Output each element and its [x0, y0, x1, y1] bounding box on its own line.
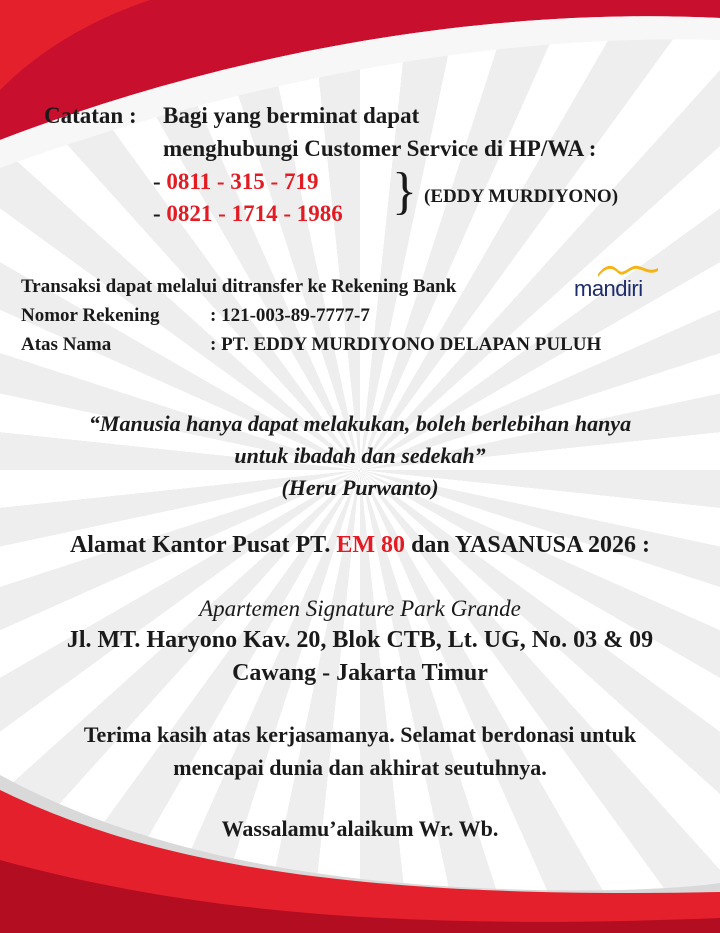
quote-line-1: “Manusia hanya dapat melakukan, boleh berlebihan hanya — [88, 411, 632, 436]
phone-row-2 — [153, 201, 343, 227]
mandiri-logo — [574, 262, 654, 302]
holder-label: Atas Nama — [21, 334, 112, 355]
account-label: Nomor Rekening — [21, 305, 160, 326]
office-city: Cawang - Jakarta Timur — [232, 660, 488, 686]
office-heading-prefix: Alamat Kantor Pusat PT. — [69, 532, 331, 558]
closing-farewell: Wassalamu’alaikum Wr. Wb. — [221, 816, 499, 841]
account-number: : 121-003-89-7777-7 — [210, 305, 370, 326]
right-brace-icon: } — [392, 163, 417, 220]
transfer-text: Transaksi dapat melalui ditransfer ke Rekening Bank — [21, 276, 457, 297]
note-line-1: Bagi yang berminat dapat — [163, 103, 420, 128]
phone-number: 0811 - 315 - 719 — [166, 169, 319, 194]
phone-number: 0821 - 1714 - 1986 — [166, 201, 343, 226]
closing-line-1: Terima kasih atas kerjasamanya. Selamat berdonasi untuk — [83, 722, 637, 747]
contact-name: (EDDY MURDIYONO) — [424, 186, 619, 207]
closing-line-2: mencapai dunia dan akhirat seutuhnya. — [173, 755, 547, 780]
phone-row-1 — [153, 169, 318, 195]
office-heading-suffix: dan YASANUSA 2026 : — [411, 532, 651, 558]
phone-dash: - — [153, 169, 161, 194]
office-heading — [0, 532, 720, 559]
quote-line-2: untuk ibadah dan sedekah” — [234, 443, 486, 468]
quote-author: (Heru Purwanto) — [281, 475, 439, 500]
mandiri-wordmark: mandiri — [574, 276, 643, 301]
office-heading-highlight: EM 80 — [336, 532, 406, 558]
office-street: Jl. MT. Haryono Kav. 20, Blok CTB, Lt. UG, No. 03 & 09 — [66, 627, 654, 653]
note-line-2: menghubungi Customer Service di HP/WA : — [163, 136, 597, 161]
office-building: Apartemen Signature Park Grande — [199, 596, 521, 621]
phone-dash: - — [153, 201, 161, 226]
note-label: Catatan : — [44, 103, 137, 128]
holder-name: : PT. EDDY MURDIYONO DELAPAN PULUH — [210, 334, 602, 355]
